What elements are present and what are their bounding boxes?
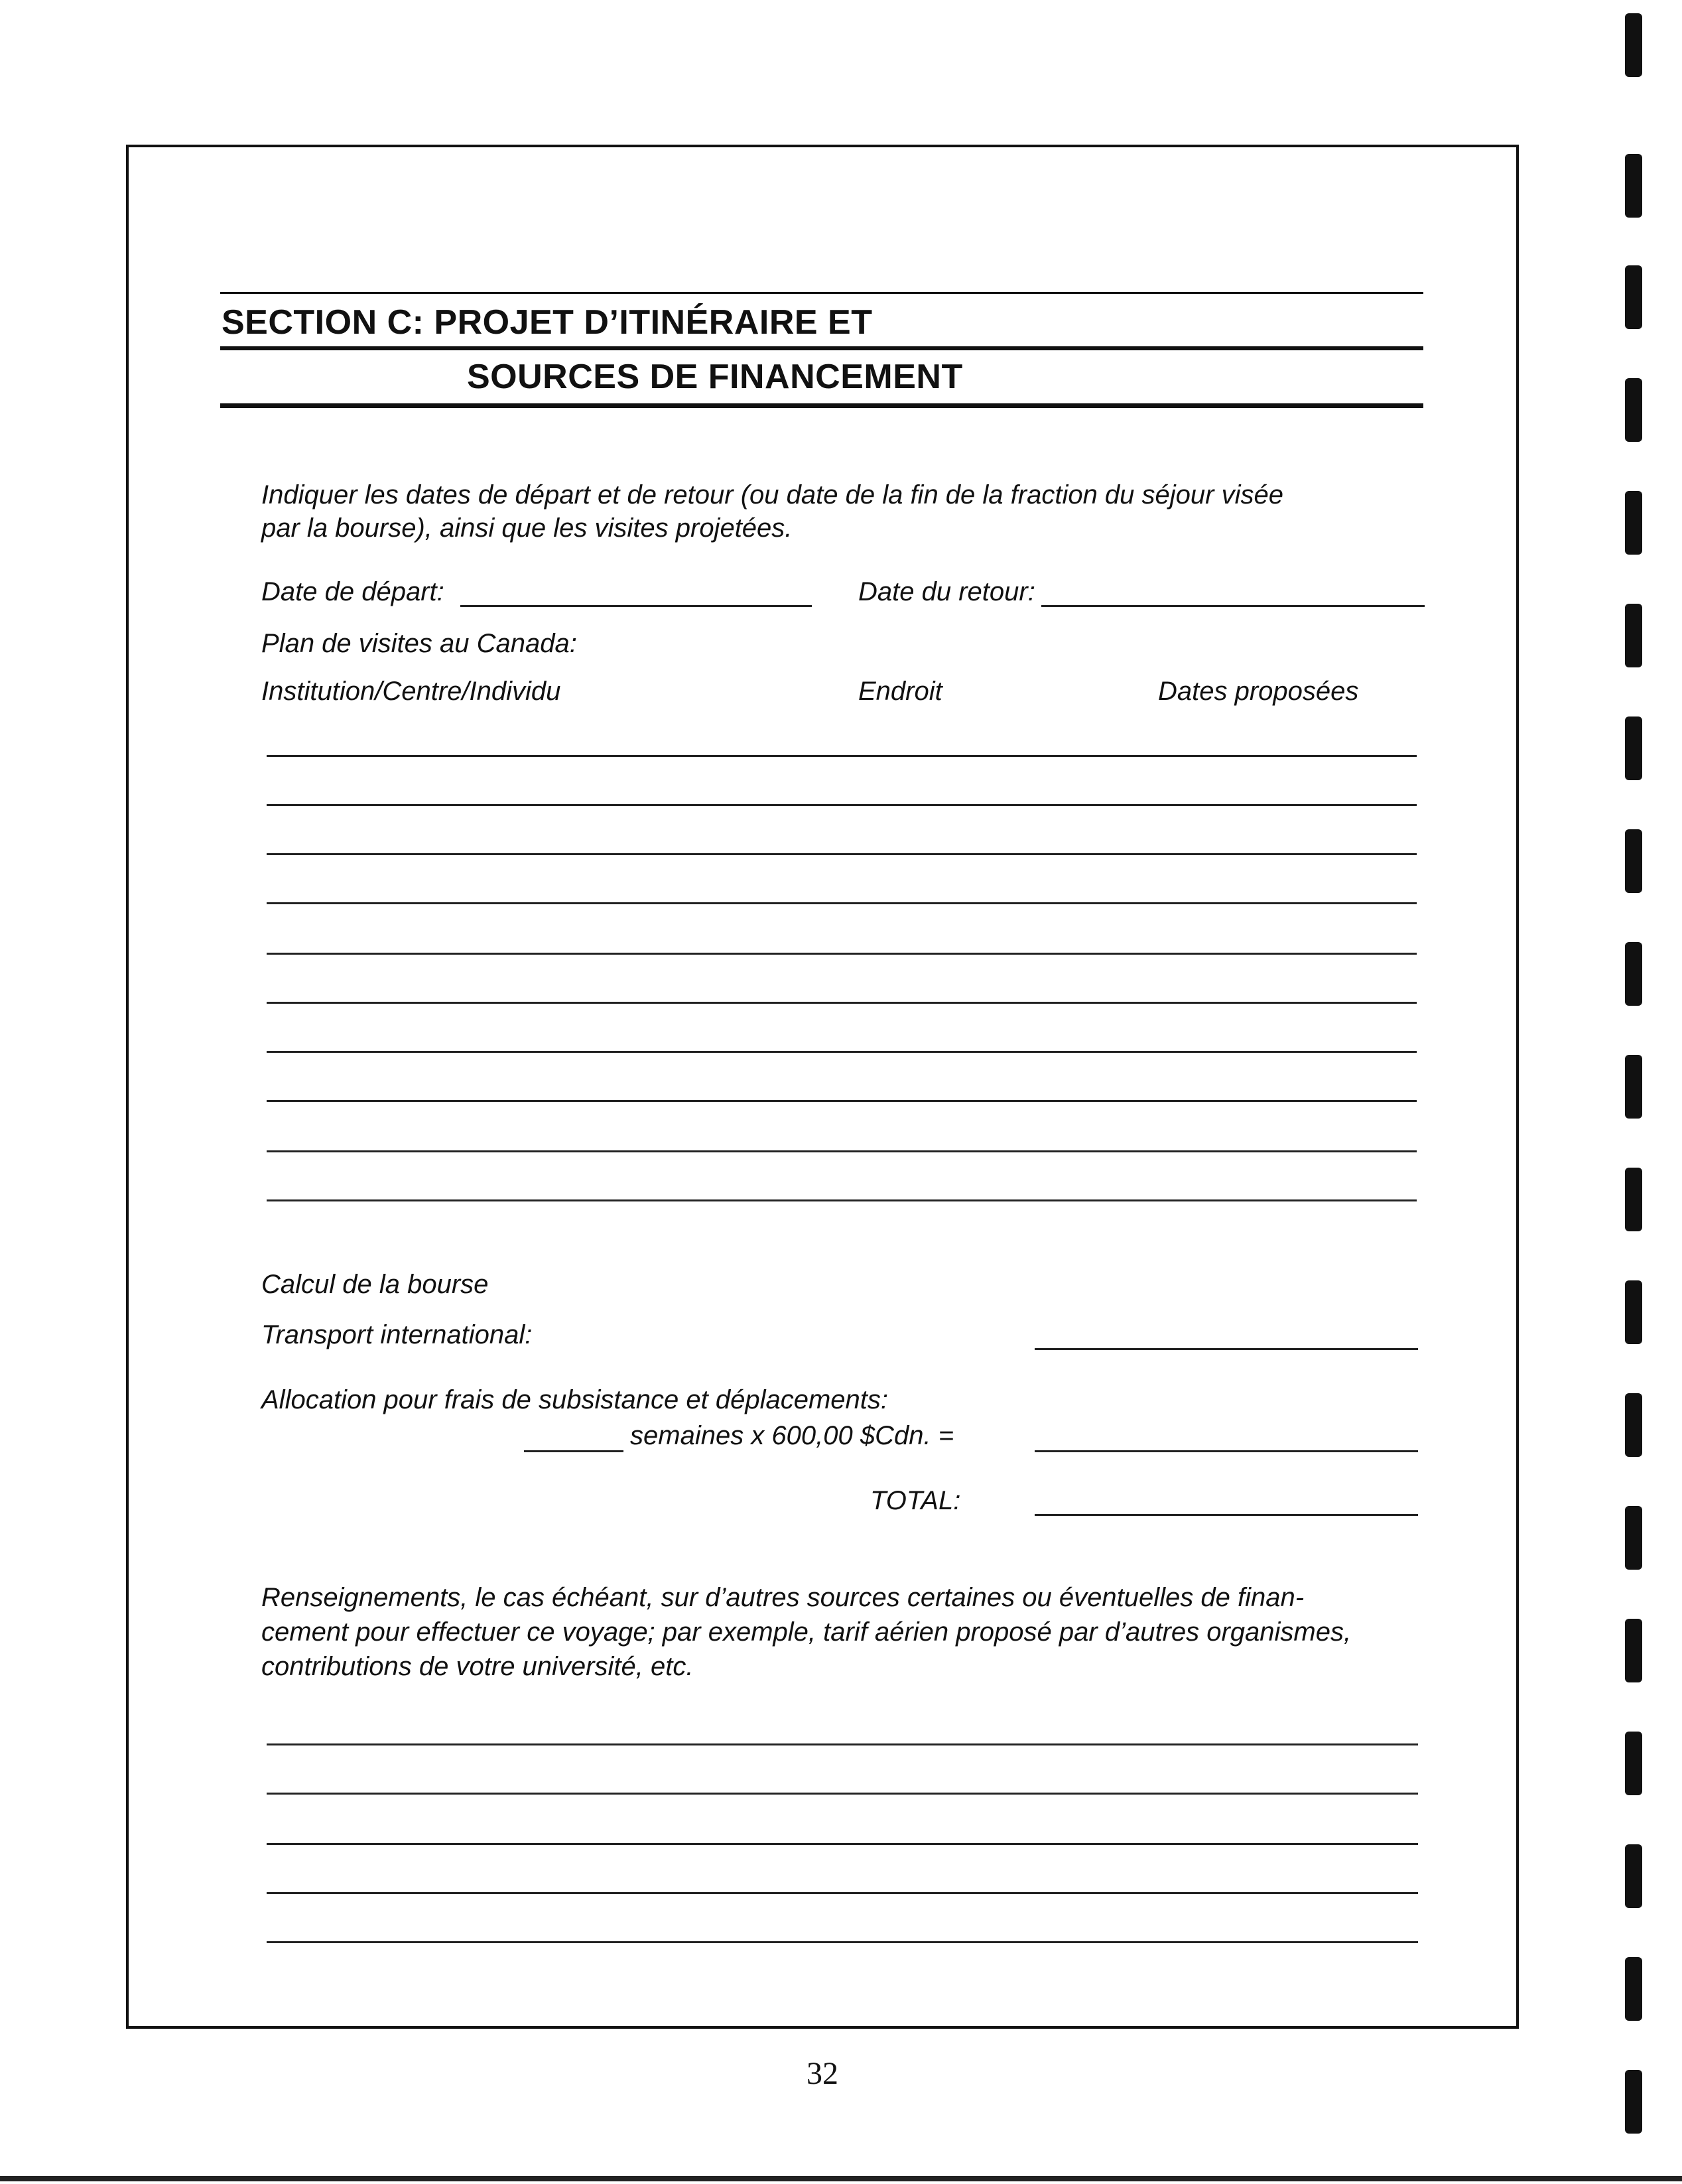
visits-entry-line[interactable] [267,1100,1417,1102]
other-sources-entry-line[interactable] [267,1941,1418,1943]
heading-bottom-rule [220,403,1423,408]
column-header-endroit: Endroit [858,677,942,706]
visits-entry-line[interactable] [267,755,1417,757]
visits-entry-line[interactable] [267,1051,1417,1053]
page-number: 32 [807,2056,838,2091]
allowance-label: Allocation pour frais de subsistance et déplacements: [261,1385,888,1414]
visits-entry-line[interactable] [267,853,1417,855]
binder-hole [1625,604,1642,667]
binder-hole [1625,1844,1642,1908]
visits-entry-line[interactable] [267,1150,1417,1152]
section-title-line1: SECTION C: PROJET D’ITINÉRAIRE ET [222,303,873,342]
visits-entry-line[interactable] [267,1199,1417,1201]
intro-line1: Indiquer les dates de départ et de retour (ou date de la fin de la fraction du séjour visée [261,480,1283,510]
column-header-dates: Dates proposées [1158,677,1359,706]
binder-hole [1625,1506,1642,1570]
binder-hole [1625,491,1642,555]
other-sources-entry-line[interactable] [267,1892,1418,1894]
binder-hole [1625,13,1642,77]
return-date-label: Date du retour: [858,577,1035,606]
binder-hole [1625,1168,1642,1231]
visits-entry-line[interactable] [267,1002,1417,1004]
return-date-field[interactable] [1041,605,1425,607]
column-header-institution: Institution/Centre/Individu [261,677,561,706]
binder-hole [1625,265,1642,329]
grant-calc-label: Calcul de la bourse [261,1270,489,1299]
binder-hole [1625,717,1642,780]
visits-entry-line[interactable] [267,902,1417,904]
binder-hole [1625,1619,1642,1682]
binder-hole [1625,942,1642,1006]
binder-hole [1625,829,1642,893]
visits-entry-line[interactable] [267,953,1417,955]
other-sources-line2: cement pour effectuer ce voyage; par exemple, tarif aérien proposé par d’autres organismes, [261,1617,1352,1647]
other-sources-entry-line[interactable] [267,1843,1418,1845]
binder-hole [1625,2070,1642,2134]
binder-hole [1625,1957,1642,2021]
visits-plan-label: Plan de visites au Canada: [261,629,577,658]
binder-hole [1625,1055,1642,1119]
other-sources-entry-line[interactable] [267,1793,1418,1795]
weeks-count-field[interactable] [524,1450,623,1452]
heading-middle-rule [220,346,1423,350]
page-bottom-edge [0,2176,1682,2181]
section-title-line2: SOURCES DE FINANCEMENT [467,358,963,396]
other-sources-line3: contributions de votre université, etc. [261,1652,694,1681]
binder-hole [1625,154,1642,218]
departure-date-label: Date de départ: [261,577,444,606]
total-amount-field[interactable] [1035,1514,1418,1516]
intro-line2: par la bourse), ainsi que les visites projetées. [261,513,793,543]
binder-hole [1625,1393,1642,1457]
other-sources-entry-line[interactable] [267,1743,1418,1745]
departure-date-field[interactable] [460,605,812,607]
transport-label: Transport international: [261,1320,533,1349]
visits-entry-line[interactable] [267,804,1417,806]
binder-hole [1625,1280,1642,1344]
total-label: TOTAL: [870,1486,961,1515]
form-frame [126,145,1519,2029]
other-sources-line1: Renseignements, le cas échéant, sur d’autres sources certaines ou éventuelles de finan- [261,1583,1305,1612]
binder-hole [1625,378,1642,442]
weeks-formula: semaines x 600,00 $Cdn. = [630,1421,954,1450]
transport-amount-field[interactable] [1035,1348,1418,1350]
allowance-amount-field[interactable] [1035,1450,1418,1452]
heading-top-rule [220,292,1423,294]
binder-hole [1625,1732,1642,1795]
